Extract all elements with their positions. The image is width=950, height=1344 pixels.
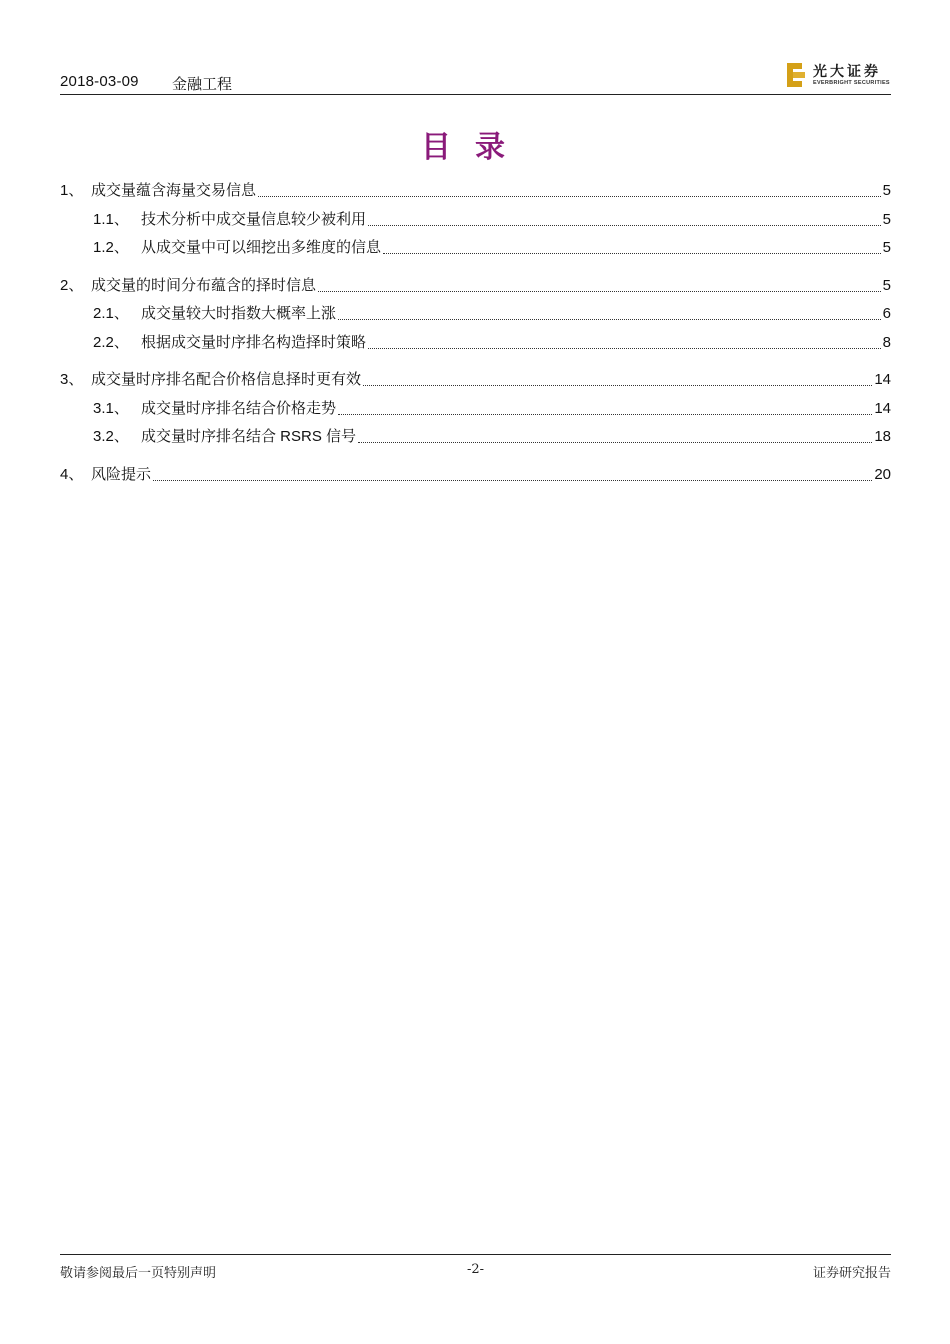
report-type: 证券研究报告	[812, 1266, 891, 1281]
page-number: -2-	[466, 1262, 485, 1277]
toc-dot-leader	[358, 441, 872, 443]
logo-company-name: 光大证券	[813, 64, 881, 80]
toc-number: 2.1、	[93, 305, 129, 322]
toc-title: 成交量较大时指数大概率上涨	[141, 305, 337, 322]
toc-dot-leader	[338, 318, 881, 320]
toc-entry[interactable]	[93, 237, 891, 259]
toc-number: 3、	[60, 371, 84, 388]
toc-number: 1.2、	[93, 239, 129, 256]
toc-page-number: 5	[882, 211, 891, 228]
page-title: 目录	[421, 130, 529, 165]
company-logo	[787, 61, 891, 89]
report-section: 金融工程	[172, 76, 233, 93]
toc-number: 4、	[60, 466, 84, 483]
toc-entry[interactable]	[60, 275, 891, 297]
toc-entry[interactable]	[93, 209, 891, 231]
toc-dot-leader	[363, 384, 872, 386]
toc-title: 成交量时序排名结合 RSRS 信号	[141, 428, 357, 445]
toc-number: 3.2、	[93, 428, 129, 445]
toc-entry[interactable]	[60, 369, 891, 391]
toc-title: 风险提示	[91, 466, 152, 483]
toc-page-number: 5	[882, 239, 891, 256]
toc-title: 成交量蕴含海量交易信息	[91, 182, 257, 199]
toc-page-number: 14	[874, 371, 891, 388]
toc-title: 从成交量中可以细挖出多维度的信息	[141, 239, 382, 256]
toc-title: 技术分析中成交量信息较少被利用	[141, 211, 367, 228]
page-footer	[60, 1254, 891, 1285]
report-date: 2018-03-09	[60, 73, 139, 90]
toc-page-number: 14	[874, 400, 891, 417]
toc-entry[interactable]	[93, 398, 891, 420]
toc-dot-leader	[258, 195, 881, 197]
toc-dot-leader	[383, 252, 881, 254]
toc-dot-leader	[153, 479, 872, 481]
disclaimer-note: 敬请参阅最后一页特别声明	[60, 1266, 217, 1281]
toc-page-number: 18	[874, 428, 891, 445]
toc-entry[interactable]	[93, 426, 891, 448]
toc-page-number: 5	[882, 277, 891, 294]
toc-page-number: 5	[882, 182, 891, 199]
toc-entry[interactable]	[93, 303, 891, 325]
toc-title: 成交量时序排名配合价格信息择时更有效	[91, 371, 362, 388]
toc-dot-leader	[368, 347, 881, 349]
toc-page-number: 6	[882, 305, 891, 322]
toc-page-number: 20	[874, 466, 891, 483]
logo-company-name-en: EVERBRIGHT SECURITIES	[813, 80, 890, 86]
toc-title: 成交量的时间分布蕴含的择时信息	[91, 277, 317, 294]
toc-entry[interactable]	[60, 180, 891, 202]
toc-number: 3.1、	[93, 400, 129, 417]
toc-dot-leader	[368, 224, 881, 226]
toc-dot-leader	[338, 413, 872, 415]
toc-entry[interactable]	[60, 464, 891, 486]
toc-dot-leader	[318, 290, 881, 292]
toc-number: 2、	[60, 277, 84, 294]
toc-title: 根据成交量时序排名构造择时策略	[141, 334, 367, 351]
toc-page-number: 8	[882, 334, 891, 351]
toc-number: 2.2、	[93, 334, 129, 351]
toc-entry[interactable]	[93, 332, 891, 354]
toc-number: 1、	[60, 182, 84, 199]
everbright-logo-icon	[787, 63, 805, 87]
page-header	[60, 60, 891, 95]
toc-number: 1.1、	[93, 211, 129, 228]
toc-title: 成交量时序排名结合价格走势	[141, 400, 337, 417]
